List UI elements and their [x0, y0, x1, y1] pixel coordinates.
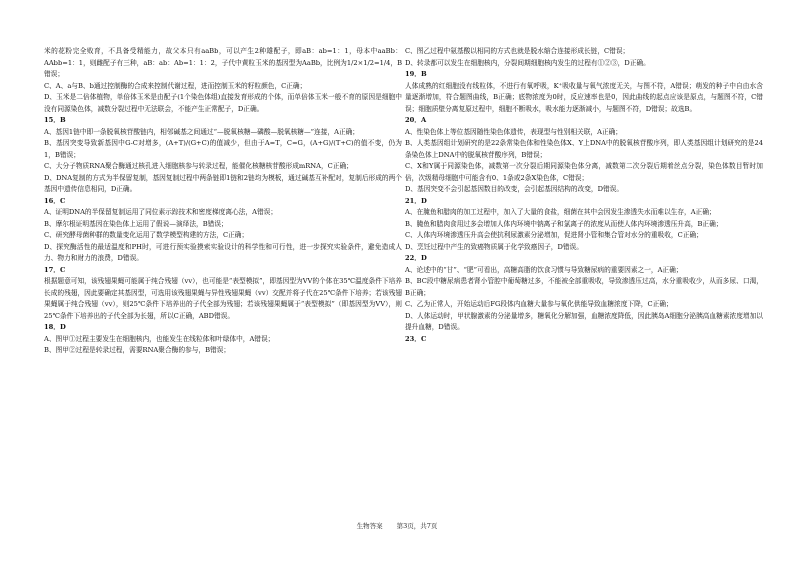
- question-number: 19．B: [405, 70, 427, 78]
- paragraph: B、腌鱼和腊肉食用过多会增加人体内环境中钠离子和氯离子的浓度从而使人体内环境渗透压升高，B正确；: [405, 219, 723, 228]
- paragraph: 人体成熟的红细胞没有线粒体，不进行有氧呼吸，K⁺吸收量与氧气浓度无关，与图不符，A错误；萌发的种子中自由水含量逐渐增加，符合题图曲线，B正确；底物浓度为0时，反应速率也是0，因此曲线的起点应该是原点，与题图不符，C错误；细胞质壁分离复原过程中，细胞不断吸水，吸水能力逐渐减小，与题图不符，D错误；故选B。: [405, 81, 763, 113]
- question-number: 17．C: [44, 265, 66, 274]
- paragraph: D、基因突变不会引起基因数目的改变，会引起基因结构的改变，D错误。: [405, 185, 624, 193]
- paragraph: B、人类基因组计划研究的是22条常染色体和性染色体X、Y上DNA中的脱氧核苷酸序列，即人类基因组计划研究的是24条染色体上DNA中的脱氧核苷酸序列，B错误；: [405, 139, 763, 159]
- question-number: 16．C: [44, 196, 66, 205]
- question-number: 20．A: [405, 116, 427, 124]
- paragraph: A、证明DNA的半保留复制运用了同位素示踪技术和密度梯度离心法，A错误；: [44, 208, 278, 216]
- paragraph: D、转录都可以发生在细胞核内，分裂间期细胞核内发生的过程有①②③，D正确。: [405, 58, 650, 67]
- paragraph: D、玉米是二倍体植物，单倍体玉米是由配子(1个染色体组)直接发育形成的个体，而单倍体玉米一般不育的原因是细胞中没有同源染色体，减数分裂过程中无法联会，不能产生正常配子，D正确。: [44, 93, 402, 113]
- paragraph: A、在腌鱼和腊肉的加工过程中，加入了大量的食盐，细菌在其中会因发生渗透失水而难以生存，A正确；: [405, 208, 716, 216]
- question-number: 23．C: [405, 334, 427, 343]
- right-column: [405, 46, 763, 345]
- paragraph: C、大分子物质RNA聚合酶通过核孔进入细胞核参与转录过程，能催化核糖核苷酸形成mRNA，C正确；: [44, 162, 353, 170]
- question-number: 18．D: [44, 323, 66, 331]
- page-footer: [0, 521, 794, 530]
- paragraph: B、摩尔根证明基因在染色体上运用了假说—演绎法，B错误；: [44, 219, 228, 228]
- left-column: [44, 46, 402, 357]
- paragraph: B、BC段中糖尿病患者肾小管腔中葡萄糖过多，不能被全部重吸收，导致渗透压过高，水分重吸收少，从而多尿、口渴，B正确；: [405, 277, 763, 297]
- paragraph: C、人体内环境渗透压升高会使抗利尿激素分泌增加，促进肾小管和集合管对水分的重吸收，C正确；: [405, 231, 703, 239]
- paragraph: C、X和Y属于同源染色体，减数第一次分裂后期同源染色体分离，减数第二次分裂后期着丝点分裂，染色体数目暂时加倍，次级精母细胞中可能含有0、1条或2条X染色体，C错误；: [405, 162, 763, 182]
- paragraph: D、DNA复制的方式为半保留复制，基因复制过程中两条链即1链和2链均为模板，通过碱基互补配对，复制后形成的两个基因中遗传信息相同，D正确。: [44, 173, 402, 193]
- footer-page-number: 第3页，共7页: [396, 522, 438, 530]
- paragraph: 根据题意可知，该残翅果蝇可能属于纯合残翅（vv），也可能是“表型模拟”，即基因型为VV的个体在35℃温度条件下培养长成的残翅，因此要确定其基因型，可选用该残翅果蝇与异性残翅果蝇（vv）交配并将子代在25℃条件下培养；若该残翅果蝇属于纯合残翅（vv），则25℃条件下培养出的子代全部为残翅；若该残翅果蝇属于“表型模拟”（即基因型为VV），则25℃条件下培养出的子代全部为长翅，所以C正确，ABD错误。: [44, 277, 402, 320]
- paragraph: 米的花粉完全败育，不具备受精能力，故父本只有aaBb，可以产生2种雄配子，即aB：ab=1：1，母本中aaBb：AAbb=1：1，则雌配子有三种，aB：ab：Ab=1：1：2，子代中黄粒玉米的基因型为AaBb，比例为1/2×1/2=1/4，B错误；: [44, 47, 402, 78]
- paragraph: C、研究酵母菌种群的数量变化运用了数学模型构建的方法，C正确；: [44, 231, 249, 239]
- paragraph: C、乙为正常人，开始运动后FG段体内血糖大量参与氧化供能导致血糖浓度下降，C正确；: [405, 300, 673, 308]
- question-number: 22．D: [405, 254, 427, 262]
- footer-subject: 生物答案: [356, 522, 383, 530]
- paragraph: D、烹饪过程中产生的致癌物质属于化学致癌因子，D错误。: [405, 242, 583, 251]
- paragraph: D、探究酶活性的最适温度和PH时，可进行预实验摸索实验设计的科学性和可行性，进一步探究实验条件，避免造成人力、物力和财力的浪费，D错误。: [44, 242, 402, 262]
- paragraph: A、基因1链中即一条脱氧核苷酸链内，相邻碱基之间通过“—脱氧核糖—磷酸—脱氧核糖—”连接，A正确；: [44, 127, 359, 136]
- question-number: 21．D: [405, 196, 427, 205]
- paragraph: C、A、a与B、b通过控制酶的合成来控制代谢过程，进而控制玉米的籽粒颜色，C正确；: [44, 81, 307, 90]
- paragraph: A、性染色体上等位基因随性染色体遗传，表现型与性别相关联，A正确；: [405, 127, 622, 136]
- question-number: 15．B: [44, 116, 66, 124]
- paragraph: A、图甲①过程主要发生在细胞核内，也能发生在线粒体和叶绿体中，A错误；: [44, 334, 275, 343]
- paragraph: A、论述中的“甘”、“肥”可看出，高糖高脂的饮食习惯与导致糖尿病的重要因素之一，A正确；: [405, 265, 683, 274]
- paragraph: B、图甲②过程是转录过程，需要RNA聚合酶的参与，B错误；: [44, 346, 231, 354]
- paragraph: D、人体运动时，甲状腺激素的分泌量增多，糖氧化分解加强，血糖浓度降低，因此胰岛A细胞分泌胰高血糖素浓度增加以提升血糖，D错误。: [405, 311, 763, 331]
- paragraph: C、图乙过程中氨基酸以相同的方式也就是脱水缩合连接形成长链，C错误；: [405, 47, 630, 55]
- paragraph: B、基因突变导致新基因中G-C对增多，(A+T)/(G+C)的值减少，但由于A=T，C=G，(A+G)/(T+C)的值不变，仍为1，B错误；: [44, 139, 402, 159]
